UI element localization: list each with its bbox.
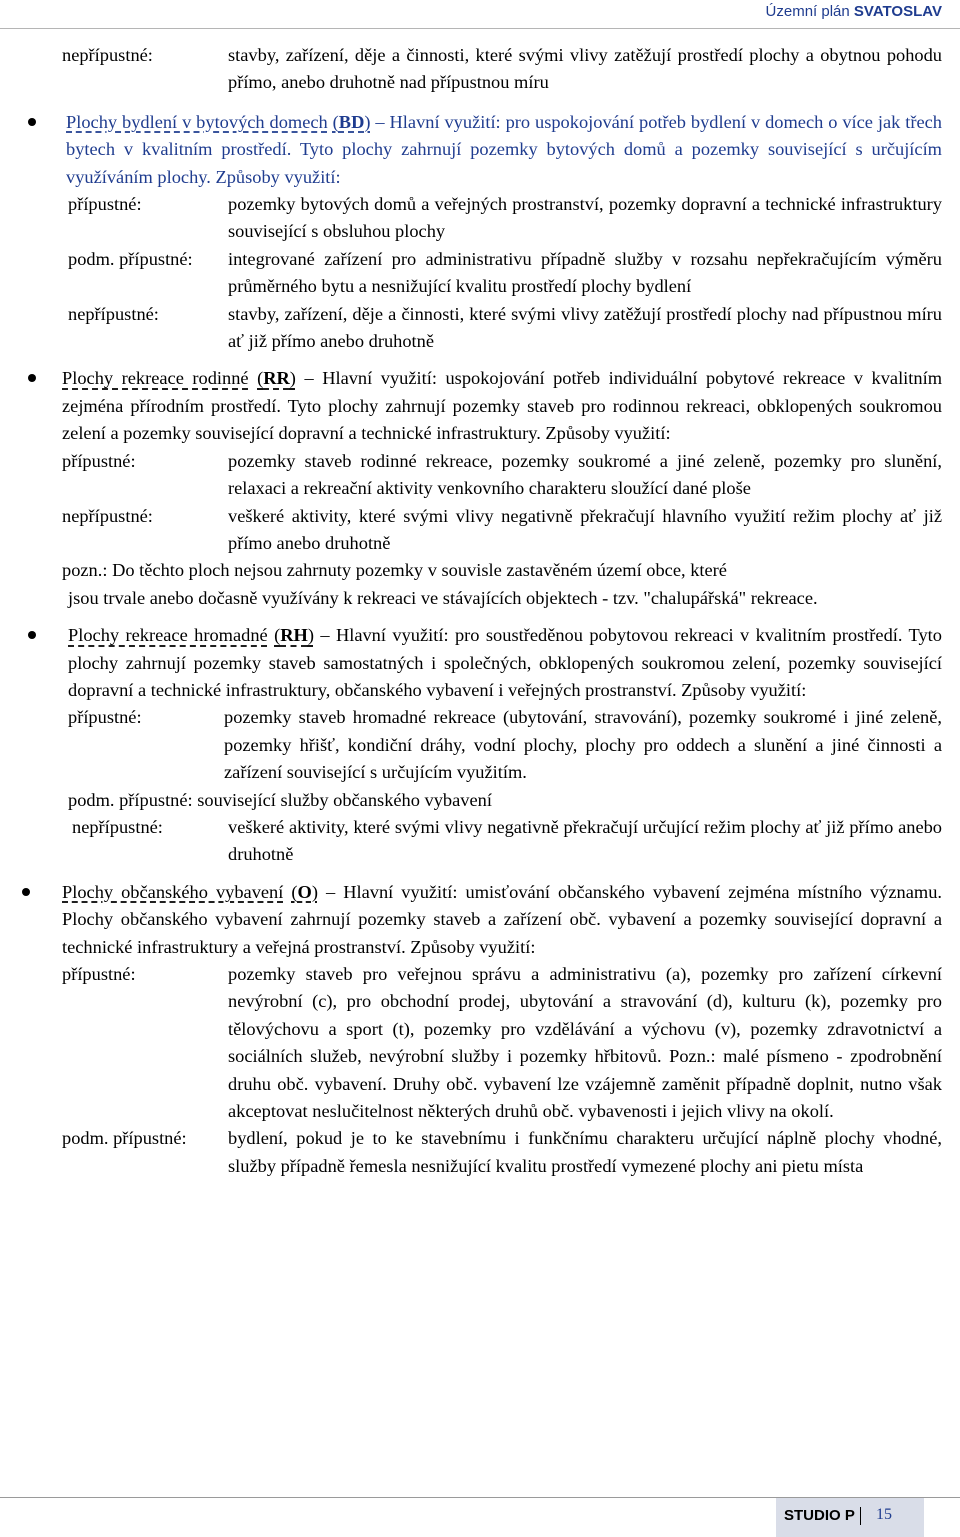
row-text: pozemky staveb rodinné rekreace, pozemky soukromé a jiné zeleně, pozemky pro slunění, relaxaci a rekreační aktivity venkovního charakteru sloužící dané ploše	[228, 450, 942, 499]
row-label: podm. přípustné:	[68, 789, 193, 810]
row-label: přípustné:	[62, 964, 136, 984]
bullet-icon	[28, 374, 36, 382]
page-footer	[776, 1498, 924, 1537]
note-text-continued: jsou trvale anebo dočasně využívány k rekreaci ve stávajících objektech - tzv. "chalupářská" rekreace.	[68, 587, 818, 608]
document-title-prefix: Územní plán	[765, 3, 850, 20]
footer-separator	[860, 1507, 861, 1525]
section-rr-row-nepripustne	[62, 503, 942, 558]
section-code: O	[297, 881, 312, 902]
row-label: přípustné:	[68, 707, 142, 728]
section-title: Plochy bydlení v bytových domech	[66, 111, 328, 132]
row-label: nepřípustné:	[62, 45, 153, 65]
section-title: Plochy rekreace rodinné	[62, 368, 249, 389]
section-description: Hlavní využití: pro uspokojování potřeb bydlení v domech o více jak třech bytech v kvalitním prostředí. Tyto plochy zahrnují pozemky bytových domů a pozemky související s určujícím využíváním plochy. Způsoby využití:	[66, 111, 942, 187]
row-text: pozemky staveb pro veřejnou správu a administrativu (a), pozemky pro zařízení církevní nevýrobní (c), pro obchodní prodej, ubytování a stravování (d), kulturu (k), pozemky pro tělovýchovu a sport (t), pozemky pro vzdělávání a výchovu (v), pozemky zdravotnictví a sociálních služeb, nevýrobní služby i pozemky hřbitovů. Pozn.: malé písmeno - zpodrobnění druhu obč. vybavení. Druhy obč. vybavení lze vzájemně zaměnit případně doplnit, nutno však akceptovat neslučitelnost některých druhů obč. vybavenosti i jejich vlivy na okolí.	[228, 964, 942, 1122]
section-description: Hlavní využití: pro soustředěnou pobytovou rekreaci v kvalitním prostředí. Tyto plochy zahrnují pozemky staveb samostatných i společných, obklopených soukromou zelení, pozemky související dopravní a technické infrastruktury, občanského vybavení i veřejných prostranství. Způsoby využití:	[68, 625, 942, 700]
row-label: přípustné:	[62, 450, 136, 471]
row-text: veškeré aktivity, které svými vlivy negativně překračují hlavního využití režim plochy ať již přímo anebo druhotně	[228, 505, 942, 553]
section-rh-row-pripustne	[68, 704, 942, 786]
section-code: RR	[263, 368, 290, 389]
section-title: Plochy občanského vybavení	[62, 881, 284, 902]
row-label: nepřípustné:	[72, 816, 163, 837]
document-title	[766, 3, 942, 20]
row-text: stavby, zařízení, děje a činnosti, které svými vlivy zatěžují prostředí plochy nad přípustnou míru ať již přímo anebo druhotně	[228, 303, 942, 352]
section-rh-row-nepripustne	[72, 814, 942, 869]
row-text: veškeré aktivity, které svými vlivy negativně překračují určující režim plochy ať již přímo anebo druhotně	[228, 816, 942, 865]
section-rr-intro: Plochy rekreace rodinné (RR) – Hlavní využití: uspokojování potřeb individuální pobytové rekreace v kvalitním zejména přírodním prostředí. Tyto plochy zahrnují pozemky staveb pro rodinnou rekreaci, obklopených soukromou zelení a pozemky související dopravní a technické infrastruktury. Způsoby využití:	[62, 365, 942, 447]
row-label: podm. přípustné:	[62, 1128, 187, 1149]
document-title-name: SVATOSLAV	[853, 3, 942, 20]
section-bd-row-pripustne	[68, 191, 942, 246]
section-rr-row-pripustne	[62, 448, 942, 503]
row-label: podm. přípustné:	[68, 248, 193, 269]
row-text: pozemky bytových domů a veřejných prostranství, pozemky dopravní a technické infrastruktury související s obsluhou plochy	[228, 194, 942, 242]
section-rh-row-podm	[68, 787, 942, 814]
row-label: nepřípustné:	[68, 303, 159, 324]
section-rh-intro: Plochy rekreace hromadné (RH) – Hlavní využití: pro soustředěnou pobytovou rekreaci v kvalitním prostředí. Tyto plochy zahrnují pozemky staveb samostatných i společných, obklopených soukromou zelení, pozemky související dopravní a technické infrastruktury, občanského vybavení i veřejných prostranství. Způsoby využití:	[68, 622, 942, 704]
bullet-icon	[28, 631, 36, 639]
section-description: Hlavní využití: uspokojování potřeb individuální pobytové rekreace v kvalitním zejména přírodním prostředí. Tyto plochy zahrnují pozemky staveb pro rodinnou rekreaci, obklopených soukromou zelení a pozemky související dopravní a technické infrastruktury. Způsoby využití:	[62, 368, 943, 444]
section-code: BD	[338, 111, 365, 132]
section-o-intro: Plochy občanského vybavení (O) – Hlavní využití: umisťování občanského vybavení zejména místního významu. Plochy občanského vybavení zahrnují pozemky staveb a zařízení obč. vybavení a pozemky související dopravní a technické infrastruktury a veřejná prostranství. Způsoby využití:	[62, 879, 942, 961]
page-header	[0, 0, 960, 29]
section-o-row-podm	[62, 1125, 942, 1180]
section-rr-note-continued	[68, 585, 942, 612]
note-label: pozn.:	[62, 560, 108, 581]
row-text: související služby občanského vybavení	[197, 789, 492, 810]
bullet-icon	[28, 118, 36, 126]
section-title: Plochy rekreace hromadné	[68, 625, 268, 646]
row-text: integrované zařízení pro administrativu případně služby v rozsahu nepřekračujícím výměru průměrného bytu a nesnižující kvalitu prostředí plochy bydlení	[228, 248, 942, 297]
section-o-row-pripustne	[62, 961, 942, 1125]
row-text: bydlení, pokud je to ke stavebnímu i funkčnímu charakteru určující náplně plochy vhodné, služby případně řemesla nesnižující kvalitu prostředí vymezené plochy ani pietu místa	[228, 1128, 942, 1176]
row-text: stavby, zařízení, děje a činnosti, které svými vlivy zatěžují prostředí plochy a obytnou pohodu přímo, anebo druhotně nad přípustnou míru	[228, 45, 942, 93]
section-bd-intro: Plochy bydlení v bytových domech (BD) – Hlavní využití: pro uspokojování potřeb bydlení v domech o více jak třech bytech v kvalitním prostředí. Tyto plochy zahrnují pozemky bytových domů a pozemky související s určujícím využíváním plochy. Způsoby využití:	[66, 109, 942, 191]
note-text: Do těchto ploch nejsou zahrnuty pozemky v souvisle zastavěném území obce, které	[112, 560, 727, 581]
page-number: 15	[876, 1506, 892, 1523]
page-content	[0, 42, 960, 1180]
bullet-icon	[22, 888, 30, 896]
row-label: nepřípustné:	[62, 505, 153, 526]
section-description: Hlavní využití: umisťování občanského vybavení zejména místního významu. Plochy občanského vybavení zahrnují pozemky staveb a zařízení obč. vybavení a pozemky související dopravní a technické infrastruktury a veřejná prostranství. Způsoby využití:	[62, 881, 942, 957]
section-code: RH	[280, 625, 308, 646]
row-text: pozemky staveb hromadné rekreace (ubytování, stravování), pozemky soukromé i jiné zeleně, pozemky hřišť, kondiční dráhy, vodní plochy, plochy pro oddech a slunění a jiné činnosti a zařízení související s určujícím využitím.	[224, 707, 942, 783]
section-bd-row-podm	[68, 246, 942, 301]
top-nepripustne-row	[62, 42, 942, 97]
section-rr-note	[62, 557, 942, 584]
section-bd-row-nepripustne	[68, 301, 942, 356]
row-label: přípustné:	[68, 194, 142, 215]
studio-name: STUDIO P	[784, 1507, 855, 1524]
